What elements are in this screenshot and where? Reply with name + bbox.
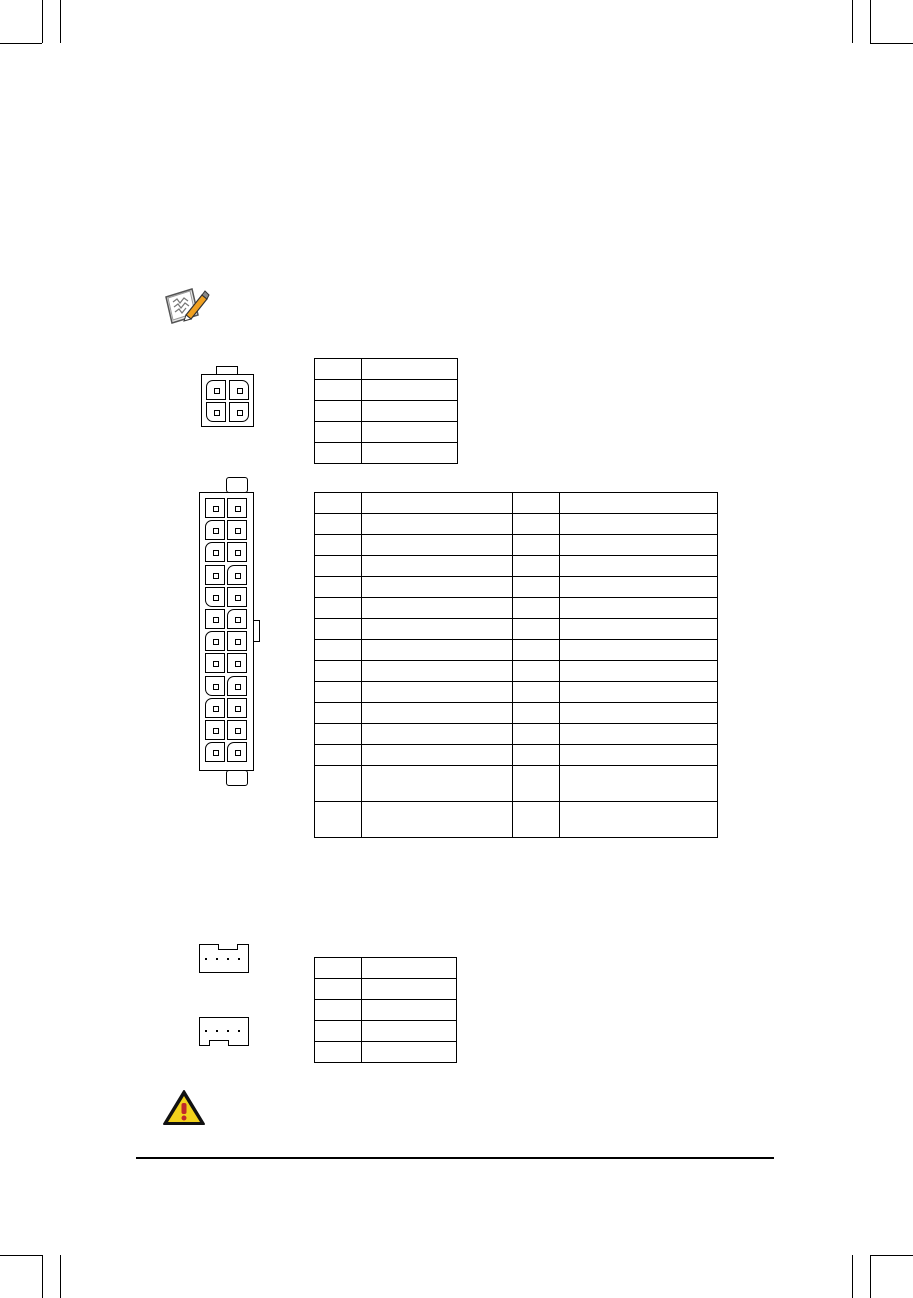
connector-pin	[205, 698, 225, 718]
connector-pin	[227, 676, 247, 696]
table-row	[315, 745, 718, 766]
table-row	[315, 958, 457, 979]
crop-mark-br-v	[870, 1255, 871, 1298]
connector-pin	[205, 609, 225, 629]
table-row	[315, 556, 718, 577]
crop-mark-br-v2	[852, 1255, 853, 1298]
table-row	[315, 979, 457, 1000]
table-row	[315, 1000, 457, 1021]
footer-rule	[136, 1157, 774, 1159]
note-pencil-icon	[162, 285, 210, 325]
table-row	[315, 514, 718, 535]
table-row	[315, 724, 718, 745]
connector-pin	[205, 720, 225, 740]
connector-pin	[205, 565, 225, 585]
connector-pin	[227, 631, 247, 651]
connector-pin	[205, 653, 225, 673]
connector-pin	[205, 631, 225, 651]
atx-pin-table	[314, 492, 718, 838]
warning-triangle-icon	[162, 1089, 206, 1127]
crop-mark-bl-v2	[60, 1255, 61, 1298]
connector-pin	[205, 520, 225, 540]
crop-mark-br-h	[870, 1255, 913, 1256]
table-row	[315, 1042, 457, 1063]
table-row	[315, 493, 718, 514]
crop-mark-tl-v2	[60, 0, 61, 43]
crop-mark-tr-h	[870, 43, 913, 44]
crop-mark-tr-v2	[852, 0, 853, 43]
crop-mark-bl-h	[0, 1255, 42, 1256]
table-row	[315, 682, 718, 703]
table-row	[315, 577, 718, 598]
crop-mark-tl-h	[0, 43, 42, 44]
table-row	[315, 619, 718, 640]
connector-pin	[227, 742, 247, 762]
table-row	[315, 422, 458, 443]
atx12v-pin-table	[314, 358, 458, 464]
table-row	[315, 766, 718, 802]
table-row	[315, 443, 458, 464]
crop-mark-tl-v	[42, 0, 43, 43]
connector-pin	[227, 609, 247, 629]
connector-pin	[205, 498, 225, 518]
connector-pin	[205, 742, 225, 762]
table-row	[315, 802, 718, 838]
connector-pin	[227, 653, 247, 673]
connector-pin	[227, 720, 247, 740]
table-row	[315, 640, 718, 661]
connector-pin	[205, 542, 225, 562]
crop-mark-tr-v	[870, 0, 871, 43]
table-row	[315, 598, 718, 619]
connector-pin	[227, 542, 247, 562]
table-row	[315, 380, 458, 401]
connector-pin	[227, 698, 247, 718]
fan-pin-table	[314, 957, 457, 1063]
crop-mark-bl-v	[42, 1255, 43, 1298]
connector-pin	[227, 565, 247, 585]
table-row	[315, 1021, 457, 1042]
table-row	[315, 661, 718, 682]
connector-pin	[205, 676, 225, 696]
connector-pin	[227, 520, 247, 540]
table-row	[315, 401, 458, 422]
connector-pin	[227, 587, 247, 607]
connector-pin	[227, 498, 247, 518]
table-row	[315, 535, 718, 556]
table-row	[315, 359, 458, 380]
connector-pin	[205, 587, 225, 607]
table-row	[315, 703, 718, 724]
